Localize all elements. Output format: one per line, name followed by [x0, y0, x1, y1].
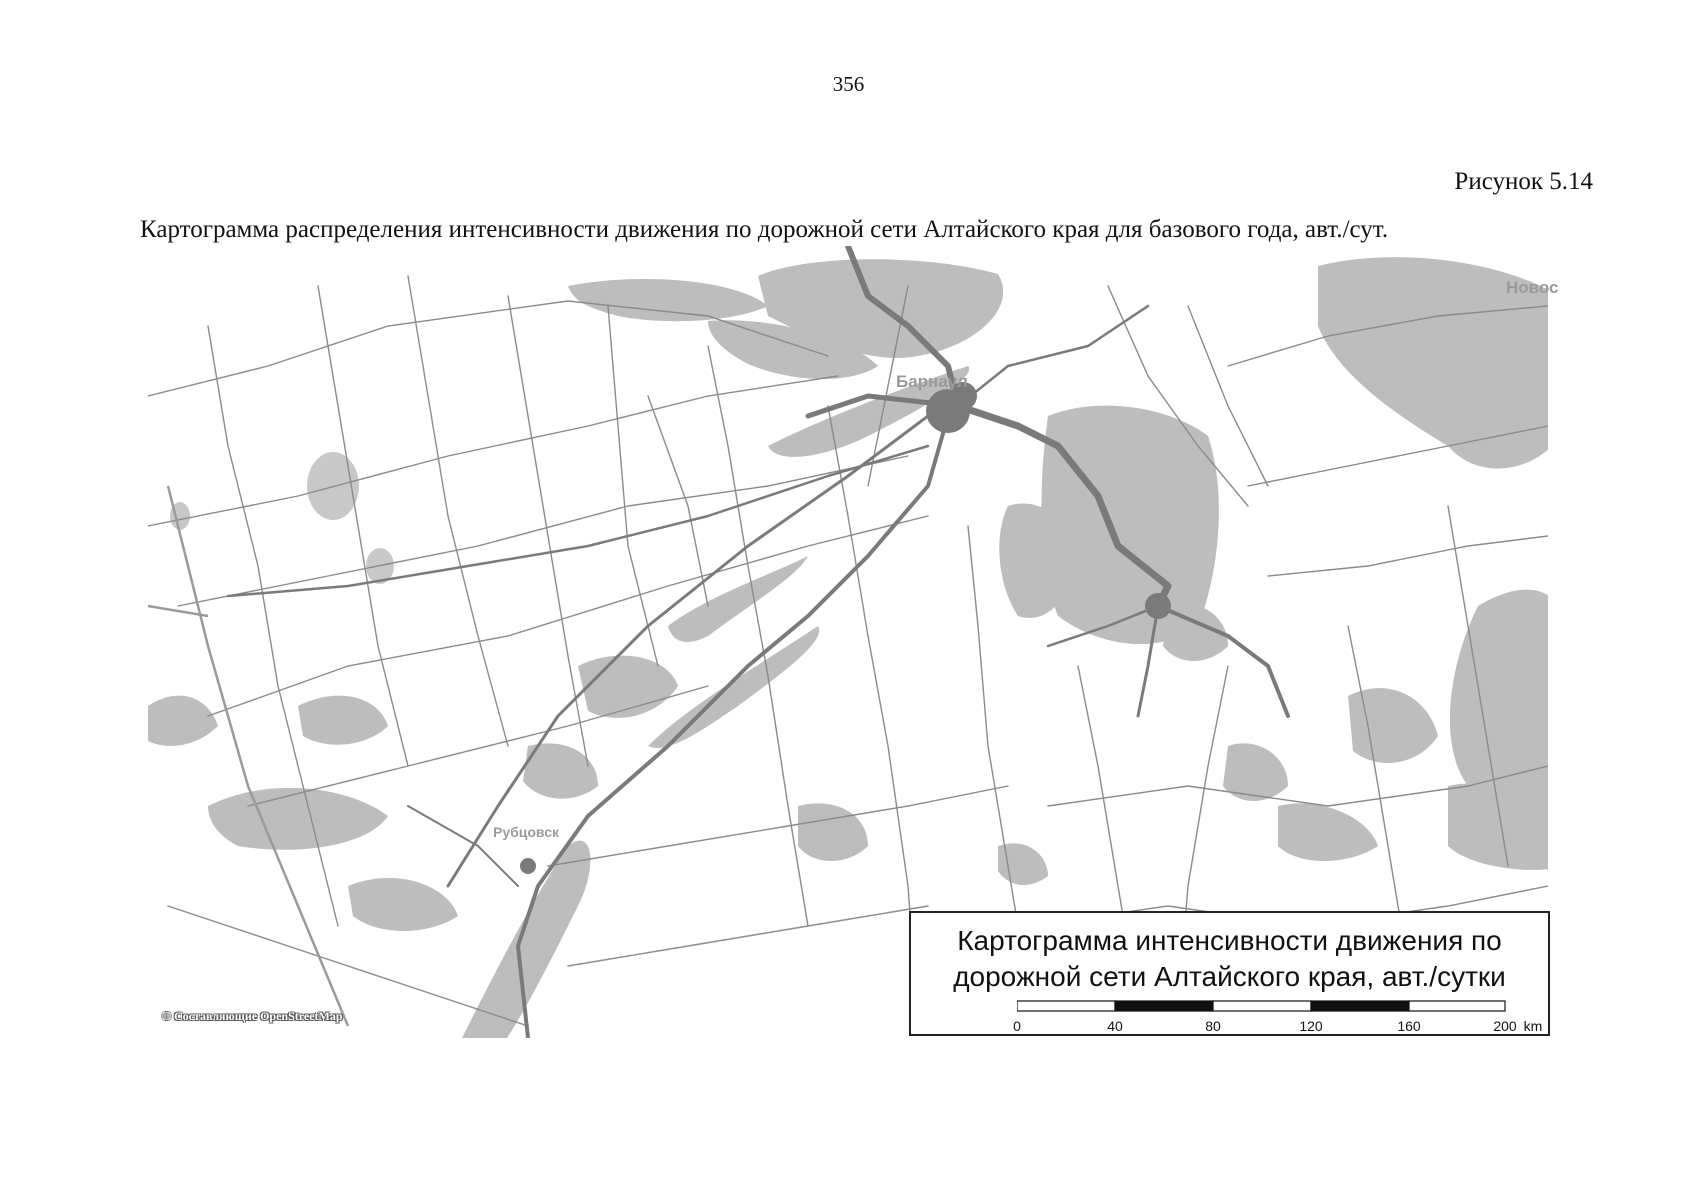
- city-label-barnaul: Барнаул: [896, 372, 968, 391]
- osm-attribution: © Составляющие OpenStreetMap: [162, 1009, 343, 1023]
- legend-title: [911, 923, 1548, 995]
- scale-unit-label: km: [1523, 1018, 1543, 1034]
- scale-tick-label: 80: [1205, 1018, 1221, 1034]
- legend-title-line1: Картограмма интенсивности движения по: [957, 925, 1502, 956]
- scale-tick-label: 0: [1013, 1018, 1021, 1034]
- scale-tick-label: 120: [1299, 1018, 1323, 1034]
- legend-title-line2: дорожной сети Алтайского края, авт./сутки: [953, 961, 1506, 992]
- scale-segment-0-40: [1017, 1001, 1115, 1011]
- scale-tick-label: 160: [1397, 1018, 1421, 1034]
- city-label-rubtsovsk: Рубцовск: [493, 824, 559, 840]
- scale-tick-label: 200: [1493, 1018, 1517, 1034]
- scale-segment-160-200: [1409, 1001, 1505, 1011]
- city-label-novosibirsk: Новос: [1506, 278, 1559, 297]
- scale-tick-label: 40: [1107, 1018, 1123, 1034]
- scale-bar: [1017, 999, 1507, 1015]
- scale-segment-120-160: [1311, 1001, 1409, 1011]
- scale-segment-80-120: [1213, 1001, 1311, 1011]
- boundary-line: [148, 486, 348, 1026]
- figure-caption: Картограмма распределения интенсивности движения по дорожной сети Алтайского края для базового года, авт./сут.: [140, 216, 1389, 243]
- page-number: 356: [832, 72, 865, 96]
- scale-segment-40-80: [1115, 1001, 1213, 1011]
- legend-box: [909, 911, 1550, 1036]
- lakes: [170, 452, 394, 584]
- figure-label: Рисунок 5.14: [1454, 168, 1593, 195]
